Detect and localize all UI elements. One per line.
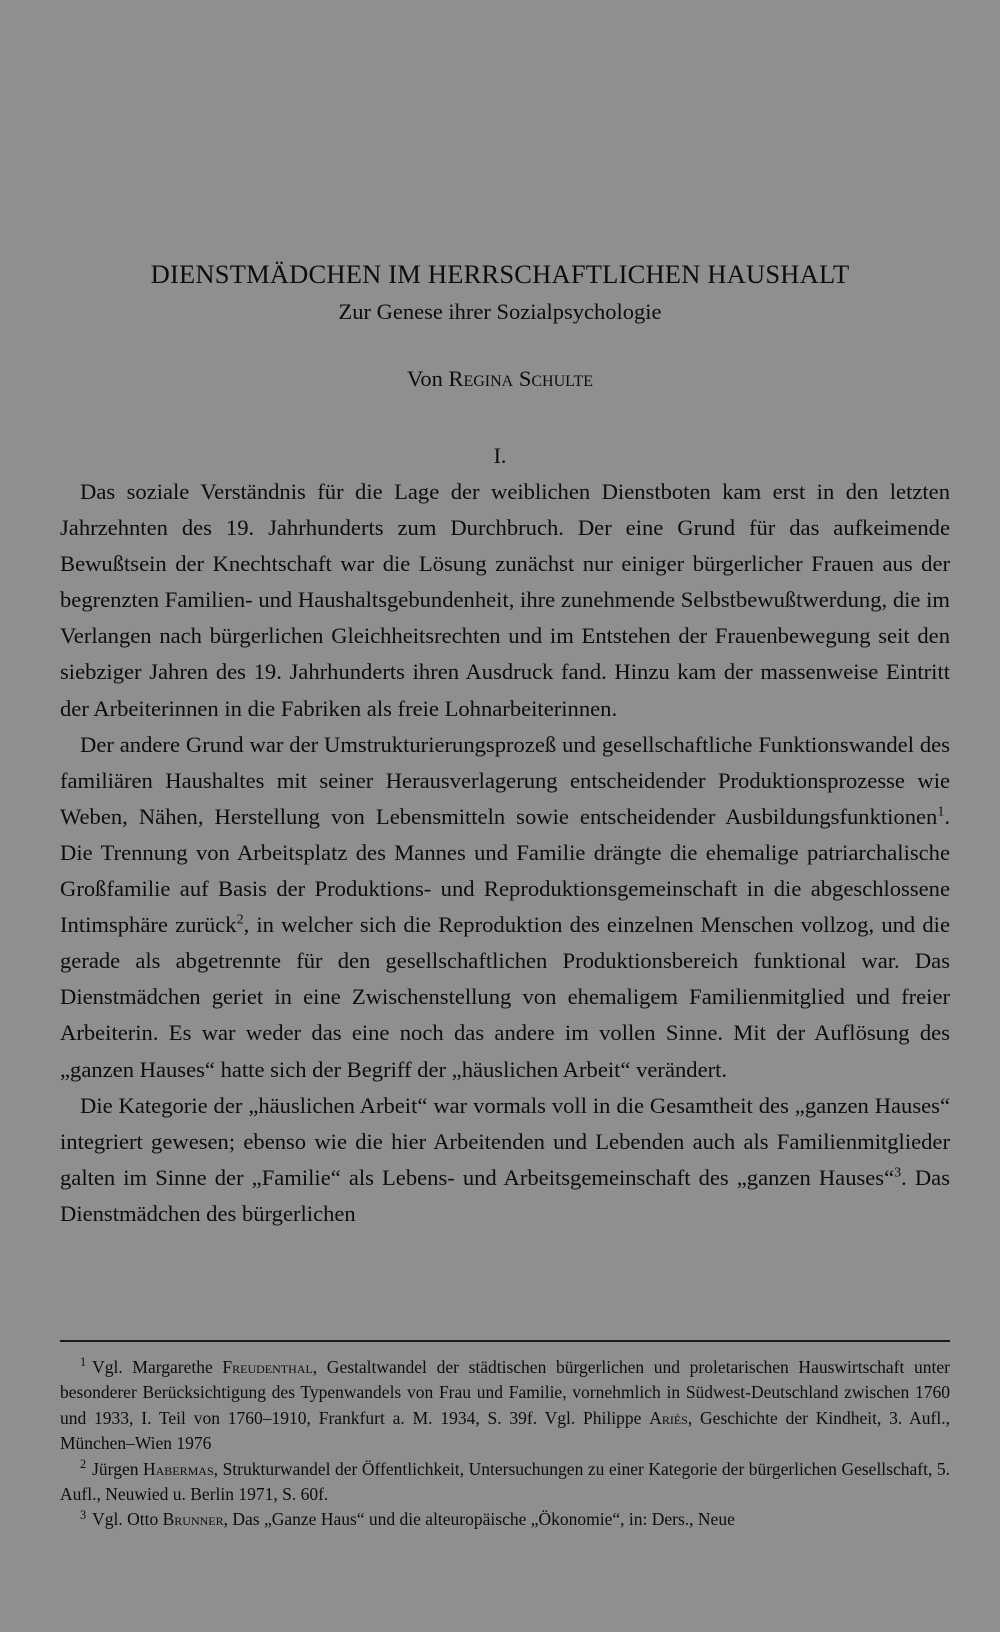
footnotes: [60, 1355, 950, 1533]
footnote-text: , Strukturwandel der Öffentlichkeit, Untersuchungen zu einer Kategorie der bürgerlichen Gesellschaft, 5. Aufl., Neuwied u. Berlin 1971, S. 60f.: [60, 1458, 950, 1505]
paragraph-text: Die Kategorie der „häuslichen Arbeit“ war vormals voll in die Gesamtheit des „ganzen Hauses“ integriert gewesen; ebenso wie die hier Arbeitenden und Lebenden auch als Familienmitglieder galten im Sinne der „Familie“ als Lebens- und Arbeitsgemeinschaft des „ganzen Hauses“: [60, 1092, 950, 1190]
paragraph-text: Das soziale Verständnis für die Lage der weiblichen Dienstboten kam erst in den letzten Jahrzehnten des 19. Jahrhunderts zum Durchbruch. Der eine Grund für das aufkeimende Bewußtsein der Knechtschaft war die Lösung zunächst nur einiger bürgerlicher Frauen aus der begrenzten Familien- und Haushaltsgebundenheit, ihre zunehmende Selbstbewußtwerdung, die im Verlangen nach bürgerlichen Gleichheitsrechten und im Entstehen der Frauenbewegung seit den siebziger Jahren des 19. Jahrhunderts ihren Ausdruck fand. Hinzu kam der massenweise Eintritt der Arbeiterinnen in die Fabriken als freie Lohnarbeiterinnen.: [60, 479, 950, 721]
author-line: [0, 364, 1000, 394]
footnote: [60, 1457, 950, 1508]
section-number: I.: [493, 443, 507, 468]
footnote: [60, 1507, 950, 1532]
article-subtitle: Zur Genese ihrer Sozialpsychologie: [338, 299, 662, 324]
footnote-text: Jürgen: [92, 1458, 143, 1479]
footnote-text: Vgl. Margarethe: [92, 1357, 223, 1377]
footnote-reference[interactable]: 3: [894, 1165, 902, 1181]
footnote-number: 3: [80, 1507, 87, 1522]
footnote-reference[interactable]: 1: [937, 804, 945, 820]
footnote-text: , Gestaltwandel der städtischen bürgerlichen und proletarischen Hauswirtschaft unter besonderer Berücksichtigung des Typenwandels von Frau und Familie, vornehmlich in Südwest-Deutschland zwischen 1760 und 1933, I. Teil von 1760–1910, Frankfurt a. M. 1934, S. 39f. Vgl. Philippe: [60, 1357, 950, 1428]
cited-author: Brunner: [162, 1509, 224, 1530]
author-prefix: Von: [406, 366, 443, 391]
footnote-text: Vgl. Otto: [92, 1509, 163, 1530]
cited-author: Freudenthal: [222, 1357, 313, 1377]
footnote-text: , Geschichte der Kindheit, 3. Aufl., München–Wien 1976: [60, 1407, 950, 1454]
paragraph-text: , in welcher sich die Reproduktion des einzelnen Menschen vollzog, und die gerade als abgetrennte für den gesellschaftlichen Produktionsbereich funktional war. Das Dienstmädchen geriet in eine Zwischenstellung von ehemaligem Familienmitglied und freier Arbeiterin. Es war weder das eine noch das andere im vollen Sinne. Mit der Auflösung des „ganzen Hauses“ hatte sich der Begriff der „häuslichen Arbeit“ verändert.: [60, 912, 950, 1082]
footnote-divider: [60, 1340, 950, 1342]
footnote-text: , Das „Ganze Haus“ und die alteuropäische „Ökonomie“, in: Ders., Neue: [223, 1509, 735, 1530]
cited-author: Ariès: [649, 1407, 688, 1428]
paragraph-text: . Die Trennung von Arbeitsplatz des Mannes und Familie drängte die ehemalige patriarchalische Großfamilie auf Basis der Produktions- und Reproduktionsgemeinschaft in die abgeschlossene Intimsphäre zurück: [60, 803, 950, 938]
footnote-reference[interactable]: 2: [236, 912, 244, 928]
paragraph: [60, 1088, 950, 1232]
article-title: DIENSTMÄDCHEN IM HERRSCHAFTLICHEN HAUSHALT: [150, 259, 850, 289]
paragraph-text: Der andere Grund war der Umstrukturierungsprozeß und gesellschaftliche Funktionswandel des familiären Haushaltes mit seiner Herausverlagerung entscheidender Produktionsprozesse wie Weben, Nähen, Herstellung von Lebensmitteln sowie entscheidender Ausbildungsfunktionen: [60, 731, 950, 829]
paragraph: [60, 474, 950, 727]
paragraph-text: . Das Dienstmädchen des bürgerlichen: [60, 1164, 950, 1226]
footnote-number: 1: [80, 1355, 87, 1370]
body-text: [60, 474, 950, 1232]
author-name: Regina Schulte: [448, 366, 594, 391]
footnote: [60, 1355, 950, 1457]
paragraph: [60, 727, 950, 1088]
footnote-number: 2: [80, 1456, 87, 1471]
cited-author: Habermas: [143, 1458, 214, 1479]
